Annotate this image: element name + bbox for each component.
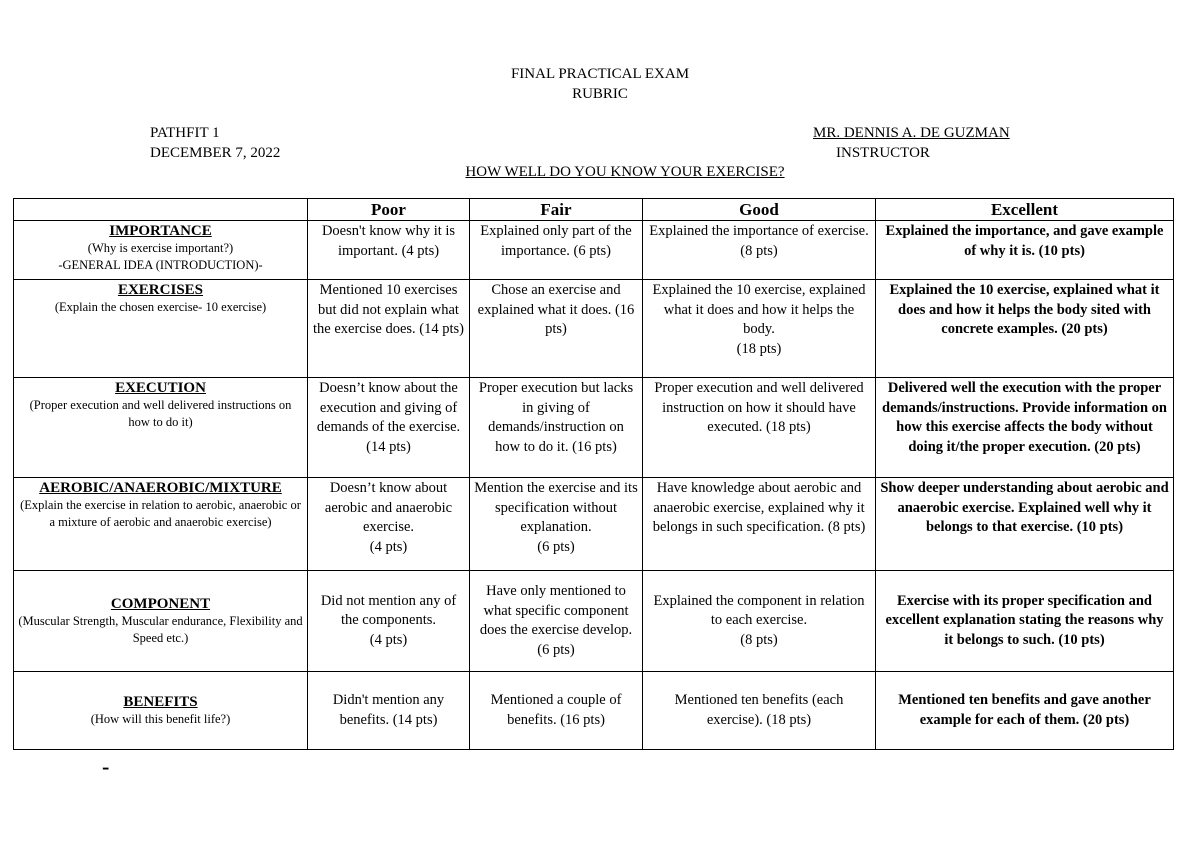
table-row [14, 378, 1174, 478]
good-points: (18 pts) [736, 340, 782, 357]
excellent-cell: Mentioned ten benefits and gave another example for each of them. (20 pts) [876, 672, 1174, 750]
fair-cell: Proper execution but lacks in giving of demands/instruction on how to do it. (16 pts) [470, 378, 643, 478]
excellent-cell: Explained the 10 exercise, explained what it does and how it helps the body sited with concrete examples. (20 pts) [876, 280, 1174, 378]
good-cell: Proper execution and well delivered instruction on how it should have executed. (18 pts) [643, 378, 876, 478]
poor-cell [308, 478, 470, 571]
poor-cell [308, 571, 470, 672]
table-row [14, 221, 1174, 280]
excellent-cell: Exercise with its proper specification and excellent explanation stating the reasons why it belongs to such. (10 pts) [876, 571, 1174, 672]
criterion-name: IMPORTANCE [109, 223, 212, 239]
rubric-table [13, 198, 1174, 750]
criterion-cell [14, 280, 308, 378]
course-code: PATHFIT 1 [150, 125, 220, 141]
poor-cell: Doesn’t know about the execution and giving of demands of the exercise. (14 pts) [308, 378, 470, 478]
poor-cell: Doesn't know why it is important. (4 pts) [308, 221, 470, 280]
excellent-cell: Show deeper understanding about aerobic and anaerobic exercise. Explained well why it belongs to that exercise. (10 pts) [876, 478, 1174, 571]
fair-cell: Mentioned a couple of benefits. (16 pts) [470, 672, 643, 750]
criterion-cell [14, 478, 308, 571]
poor-text: Doesn’t know about aerobic and anaerobic exercise. [324, 480, 453, 535]
header-row [14, 199, 1174, 221]
criterion-description: (Muscular Strength, Muscular endurance, Flexibility and Speed etc.) [18, 614, 303, 645]
poor-cell: Mentioned 10 exercises but did not explain what the exercise does. (14 pts) [308, 280, 470, 378]
instructor-name: MR. DENNIS A. DE GUZMAN [813, 125, 1010, 141]
criterion-description: (Why is exercise important?) [87, 241, 234, 255]
poor-points: (4 pts) [369, 631, 408, 648]
good-cell: Mentioned ten benefits (each exercise). (18 pts) [643, 672, 876, 750]
table-row [14, 571, 1174, 672]
table-row [14, 672, 1174, 750]
rubric-heading [0, 163, 1200, 181]
header-excellent: Excellent [876, 199, 1174, 221]
header-fair: Fair [470, 199, 643, 221]
criterion-name: COMPONENT [110, 596, 211, 612]
excellent-cell: Delivered well the execution with the proper demands/instructions. Provide information on how this exercise affects the body without doing it/the proper execution. (20 pts) [876, 378, 1174, 478]
fair-text: Mention the exercise and its specification without explanation. [474, 480, 638, 535]
criterion-cell [14, 571, 308, 672]
good-text: Explained the 10 exercise, explained what it does and how it helps the body. [652, 282, 866, 337]
criterion-cell [14, 672, 308, 750]
criterion-description: (Explain the exercise in relation to aerobic, anaerobic or a mixture of aerobic and anaerobic exercise) [20, 498, 301, 529]
good-cell: Have knowledge about aerobic and anaerobic exercise, explained why it belongs in such specification. (8 pts) [643, 478, 876, 571]
stray-dash-mark: - [102, 754, 110, 779]
criterion-description: (How will this benefit life?) [90, 712, 231, 726]
criterion-name: AEROBIC/ANAEROBIC/MIXTURE [39, 480, 282, 496]
criterion-cell [14, 378, 308, 478]
criterion-name: BENEFITS [123, 694, 198, 710]
good-cell [643, 571, 876, 672]
criterion-description: (Explain the chosen exercise- 10 exercise) [54, 300, 267, 314]
criterion-name: EXERCISES [117, 282, 204, 298]
table-row [14, 478, 1174, 571]
criterion-name: EXECUTION [115, 380, 206, 396]
header-criteria [14, 199, 308, 221]
fair-cell: Explained only part of the importance. (6 pts) [470, 221, 643, 280]
good-cell: Explained the importance of exercise. (8 pts) [643, 221, 876, 280]
poor-cell: Didn't mention any benefits. (14 pts) [308, 672, 470, 750]
fair-points: (6 pts) [537, 538, 575, 555]
fair-cell: Have only mentioned to what specific component does the exercise develop. (6 pts) [470, 571, 643, 672]
criterion-description-extra: -GENERAL IDEA (INTRODUCTION)- [58, 258, 263, 272]
rubric-heading-text: HOW WELL DO YOU KNOW YOUR EXERCISE? [465, 164, 785, 180]
poor-text: Did not mention any of the components. [320, 592, 457, 629]
criterion-description: (Proper execution and well delivered instructions on how to do it) [29, 398, 292, 429]
good-text: Explained the component in relation to each exercise. [653, 592, 865, 629]
exam-date: DECEMBER 7, 2022 [150, 145, 281, 161]
good-cell [643, 280, 876, 378]
document-title: FINAL PRACTICAL EXAM [510, 66, 690, 82]
good-points: (8 pts) [740, 631, 778, 648]
instructor-title: INSTRUCTOR [836, 145, 930, 161]
criterion-cell [14, 221, 308, 280]
fair-cell [470, 478, 643, 571]
poor-points: (4 pts) [369, 538, 408, 555]
header-poor: Poor [308, 199, 470, 221]
document-subtitle: RUBRIC [572, 86, 628, 102]
fair-cell: Chose an exercise and explained what it does. (16 pts) [470, 280, 643, 378]
excellent-cell: Explained the importance, and gave example of why it is. (10 pts) [876, 221, 1174, 280]
header-good: Good [643, 199, 876, 221]
table-row [14, 280, 1174, 378]
